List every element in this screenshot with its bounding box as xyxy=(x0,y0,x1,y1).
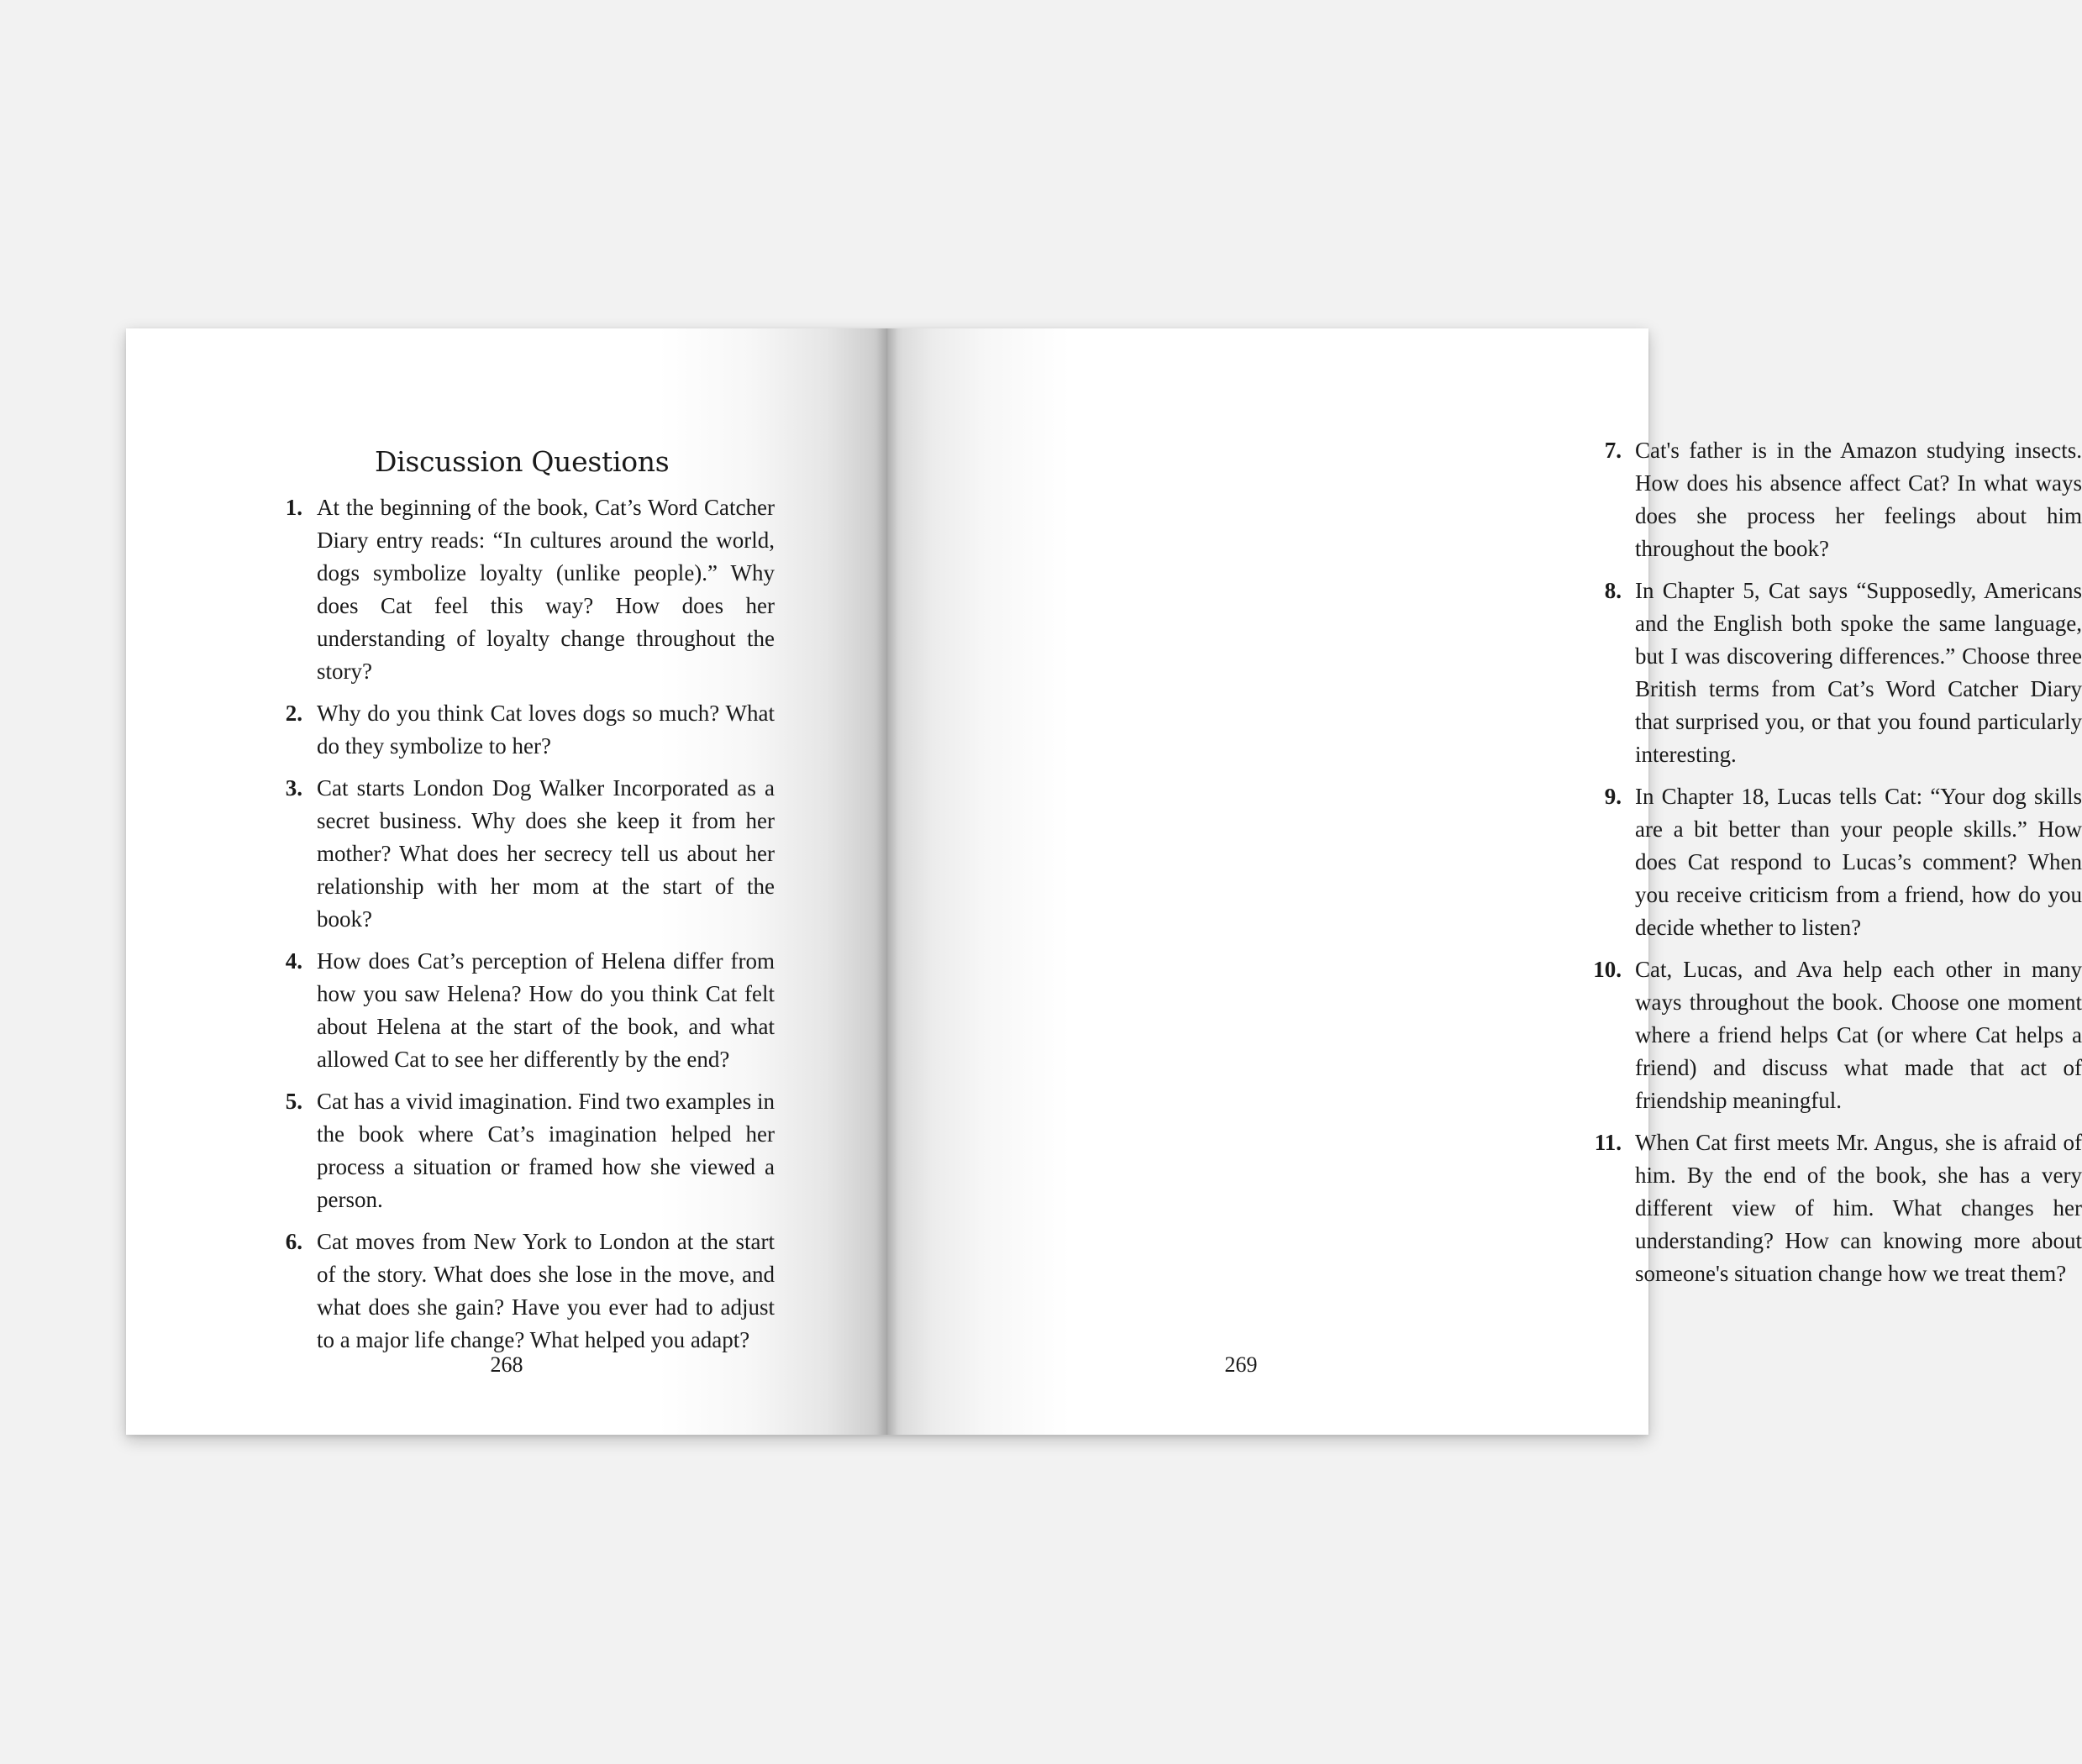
question-text: Cat starts London Dog Walker Incorporated as a secret business. Why does she keep it from her mother? What does her secrecy tell us about her relationship with her mom at the start of the book? xyxy=(317,775,775,932)
question-text: In Chapter 18, Lucas tells Cat: “Your dog skills are a bit better than your people skills.” How does Cat respond to Lucas’s comment? When you receive criticism from a friend, how do you decide whether to listen? xyxy=(1635,784,2082,940)
question-number: 2. xyxy=(285,701,302,726)
question-number: 8. xyxy=(1604,578,1622,603)
page-number-left: 268 xyxy=(490,1352,523,1377)
open-book xyxy=(126,328,2082,1435)
question-text: In Chapter 5, Cat says “Supposedly, Americans and the English both spoke the same language, but I was discovering differences.” Choose three British terms from Cat’s Word Catcher Diary that surprised you, or that you found particularly interesting. xyxy=(1635,578,2082,767)
question-list-left xyxy=(252,491,775,1366)
question-number: 5. xyxy=(285,1089,302,1114)
book-spine-shadow xyxy=(876,328,898,1435)
question-item xyxy=(1576,953,2082,1117)
question-item xyxy=(252,945,775,1076)
question-text: When Cat first meets Mr. Angus, she is afraid of him. By the end of the book, she has a very different view of him. What changes her understanding? How can knowing more about someone's situation change how we treat them? xyxy=(1635,1130,2082,1286)
question-number: 11. xyxy=(1594,1130,1622,1155)
question-item xyxy=(1576,1126,2082,1290)
question-number: 1. xyxy=(285,495,302,520)
question-text: Cat has a vivid imagination. Find two examples in the book where Cat’s imagination helped her process a situation or framed how she viewed a person. xyxy=(317,1089,775,1212)
question-list-right xyxy=(1576,434,2082,1299)
question-item xyxy=(252,1085,775,1216)
question-item xyxy=(252,697,775,763)
question-text: Why do you think Cat loves dogs so much? What do they symbolize to her? xyxy=(317,701,775,759)
question-item xyxy=(1576,434,2082,565)
right-page xyxy=(887,328,2082,1435)
question-item xyxy=(252,491,775,688)
question-item xyxy=(1576,575,2082,771)
question-number: 6. xyxy=(285,1229,302,1254)
question-number: 9. xyxy=(1604,784,1622,809)
question-text: At the beginning of the book, Cat’s Word Catcher Diary entry reads: “In cultures around the world, dogs symbolize loyalty (unlike people).” Why does Cat feel this way? How does her understanding of loyalty change throughout the story? xyxy=(317,495,775,684)
question-number: 4. xyxy=(285,948,302,974)
question-number: 7. xyxy=(1604,438,1622,463)
question-text: Cat moves from New York to London at the start of the story. What does she lose in the move, and what does she gain? Have you ever had to adjust to a major life change? What helped you adapt? xyxy=(317,1229,775,1352)
question-item xyxy=(252,772,775,936)
question-number: 10. xyxy=(1593,957,1622,982)
question-text: How does Cat’s perception of Helena differ from how you saw Helena? How do you think Cat felt about Helena at the start of the book, and what allowed Cat to see her differently by the end? xyxy=(317,948,775,1072)
page-number-right: 269 xyxy=(1224,1352,1258,1377)
question-text: Cat's father is in the Amazon studying insects. How does his absence affect Cat? In what ways does she process her feelings about him throughout the book? xyxy=(1635,438,2082,561)
question-number: 3. xyxy=(285,775,302,801)
question-item xyxy=(1576,780,2082,944)
left-page xyxy=(126,328,887,1435)
page-heading: Discussion Questions xyxy=(375,445,670,478)
question-text: Cat, Lucas, and Ava help each other in many ways throughout the book. Choose one moment where a friend helps Cat (or where Cat helps a friend) and discuss what made that act of friendship meaningful. xyxy=(1635,957,2082,1113)
question-item xyxy=(252,1226,775,1357)
